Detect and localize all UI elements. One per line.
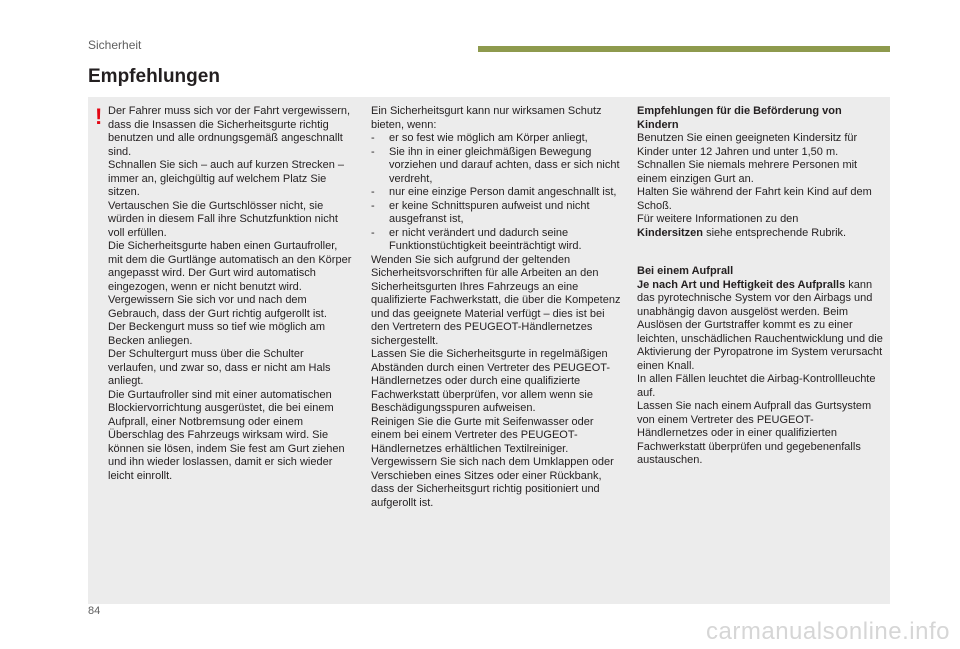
list-item: [371, 132, 621, 146]
list-item: [371, 227, 621, 254]
paragraph: Die Sicherheitsgurte haben einen Gurtaufroller, mit dem die Gurtlänge automatisch an den Körper angepasst wird. Der Gurt wird automatisch eingezogen, wenn er nicht benutzt wird.: [108, 240, 352, 293]
list-item: [371, 146, 621, 187]
paragraph: Die Gurtaufroller sind mit einer automatischen Blockiervorrichtung ausgerüstet, die bei einem Aufprall, einer Notbremsung oder einem Überschlag des Fahrzeugs wirksam wird. Sie können sie lösen, indem Sie fest am Gurt ziehen und ihn wieder loslassen, damit er sich wieder leicht einrollt.: [108, 388, 345, 482]
section-bar: [478, 46, 890, 52]
more-info: [637, 213, 883, 240]
spacer: [637, 240, 883, 265]
paragraph: Schnallen Sie niemals mehrere Personen mit einem einzigen Gurt an.: [637, 159, 858, 185]
list-item-text: er keine Schnittspuren aufweist und nicht ausgefranst ist,: [389, 199, 590, 225]
list-item-text: Sie ihn in einer gleichmäßigen Bewegung vorziehen und darauf achten, dass er sich nicht verdreht,: [389, 145, 620, 185]
paragraph: Der Fahrer muss sich vor der Fahrt vergewissern, dass die Insassen die Sicherheitsgurte richtig benutzen und alle ordnungsgemäß angeschnallt sind.: [108, 105, 351, 158]
list-item-text: er nicht verändert und dadurch seine Funktionstüchtigkeit beeinträchtigt wird.: [389, 226, 582, 252]
dash-marker: -: [371, 199, 375, 212]
paragraph: Lassen Sie nach einem Aufprall das Gurtsystem von einem Vertreter des PEUGEOT-Händlernetzes oder in einer qualifizierten Fachwerkstatt überprüfen und gegebenenfalls austauschen.: [637, 400, 872, 466]
list-item: [371, 186, 621, 200]
paragraph: Der Beckengurt muss so tief wie möglich am Becken anliegen.: [108, 321, 326, 347]
list-item: [371, 200, 621, 227]
page-title: Empfehlungen: [88, 66, 220, 87]
dash-marker: -: [371, 226, 375, 239]
column-1: [108, 105, 354, 483]
crash-lead-text: kann das pyrotechnische System vor den Airbags und unabhängig davon ausgelöst werden. Beim Auslösen der Gurtstraffer kommt es zu einer leichten, unschädlichen Rauchentwicklung und die Aktivierung der Pyropatrone im System verursacht einen Knall.: [637, 278, 883, 372]
paragraph: Vergewissern Sie sich vor und nach dem Gebrauch, dass der Gurt richtig aufgerollt ist.: [108, 294, 327, 320]
watermark: carmanualsonline.info: [706, 618, 950, 645]
paragraph: Reinigen Sie die Gurte mit Seifenwasser oder einem bei einem Vertreter des PEUGEOT-Händlernetzes erhältlichen Textilreiniger.: [371, 415, 594, 455]
paragraph: In allen Fällen leuchtet die Airbag-Kontrollleuchte auf.: [637, 373, 876, 399]
crash-heading: Bei einem Aufprall: [637, 265, 734, 277]
paragraph: Schnallen Sie sich – auch auf kurzen Strecken – immer an, gleichgültig auf welchem Platz Sie sitzen.: [108, 159, 345, 198]
paragraph: Vertauschen Sie die Gurtschlösser nicht, sie würden in diesem Fall ihre Schutzfunktion nicht voll erfüllen.: [108, 199, 338, 239]
dash-marker: -: [371, 145, 375, 158]
children-heading: Empfehlungen für die Beförderung von Kindern: [637, 105, 842, 131]
column-2: [371, 105, 621, 510]
paragraph: Der Schultergurt muss über die Schulter verlaufen, und zwar so, dass er nicht am Hals anliegt.: [108, 348, 331, 387]
list-item-text: nur eine einzige Person damit angeschnallt ist,: [389, 186, 617, 198]
paragraph: Lassen Sie die Sicherheitsgurte in regelmäßigen Abständen durch einen Vertreter des PEUGEOT-Händlernetzes oder durch eine qualifizierte Fachwerkstatt überprüfen, vor allem wenn sie Beschädigungsspuren aufweisen.: [371, 348, 611, 414]
paragraph: Wenden Sie sich aufgrund der geltenden Sicherheitsvorschriften für alle Arbeiten an den Sicherheitsgurten Ihres Fahrzeugs an eine qualifizierte Fachwerkstatt, die über die Kompetenz und das geeignete Material verfügt – dies ist bei den Vertretern des PEUGEOT-Händlernetzes sichergestellt.: [371, 253, 621, 347]
more-info-prefix: Für weitere Informationen zu den: [637, 213, 799, 225]
crash-lead: [637, 279, 883, 374]
section-label: Sicherheit: [88, 38, 142, 52]
intro-text: Ein Sicherheitsgurt kann nur wirksamen Schutz bieten, wenn:: [371, 105, 602, 131]
child-seats-reference: Kindersitzen: [637, 226, 704, 239]
crash-lead-bold: Je nach Art und Heftigkeit des Aufpralls: [637, 278, 846, 291]
list-item-text: er so fest wie möglich am Körper anliegt,: [389, 132, 588, 144]
more-info-suffix: siehe entsprechende Rubrik.: [706, 226, 847, 239]
paragraph: Vergewissern Sie sich nach dem Umklappen oder Verschieben eines Sitzes oder einer Rückbank, dass der Sicherheitsgurt richtig positioniert und aufgerollt ist.: [371, 456, 614, 509]
page-number: 84: [88, 605, 101, 617]
column-3: [637, 105, 883, 468]
paragraph: Halten Sie während der Fahrt kein Kind auf dem Schoß.: [637, 186, 872, 212]
dash-marker: -: [371, 186, 375, 198]
dash-marker: -: [371, 132, 375, 144]
paragraph: Benutzen Sie einen geeigneten Kindersitz für Kinder unter 12 Jahren und unter 1,50 m.: [637, 132, 858, 158]
warning-icon: !: [95, 104, 103, 129]
